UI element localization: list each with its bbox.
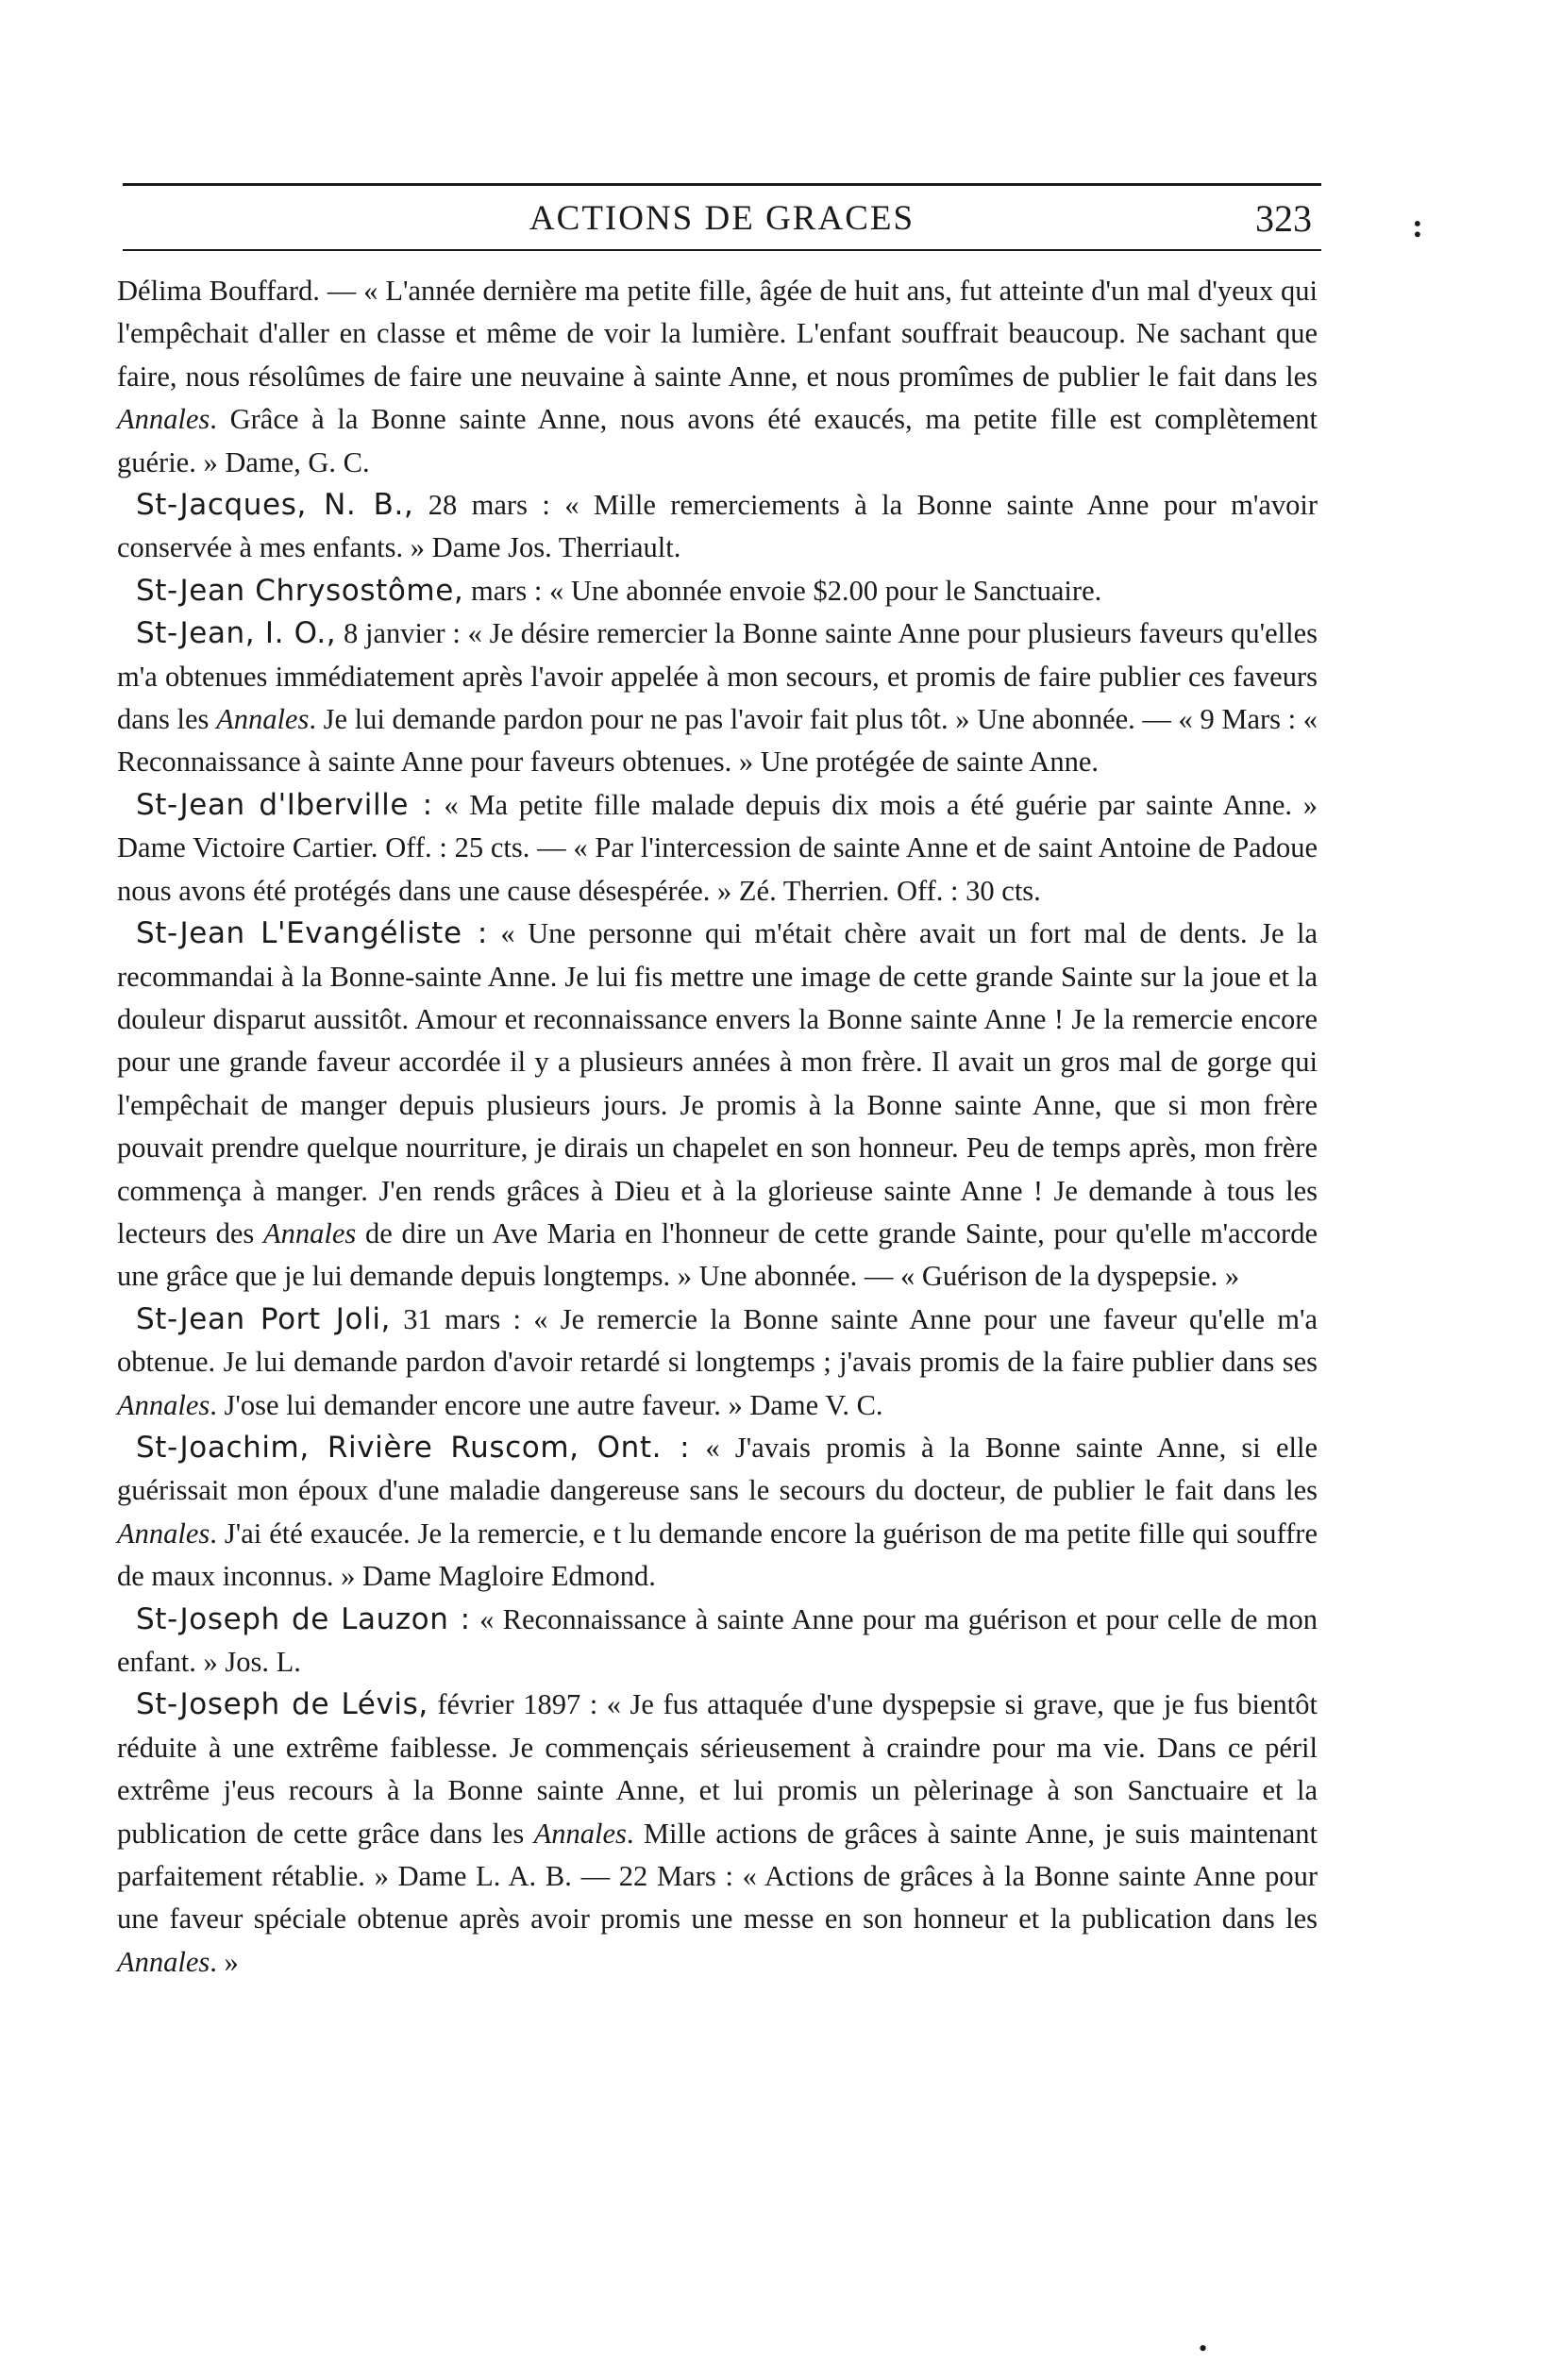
entry-place: St-Jacques, N. B., [136, 488, 414, 523]
margin-mark: : [1412, 207, 1423, 244]
entry-text: 8 janvier : « Je désire remercier la Bonne sainte Anne pour plusieurs faveurs qu'elles m'a obtenues immédiatement après l'avoir appelée à mon secours, et promis de faire publier ces faveurs dans les Annales. Je lui demande pardon pour ne pas l'avoir fait plus tôt. » Une abonnée. — « 9 Mars : « Reconnaissance à sainte Anne pour faveurs obtenues. » Une protégée de sainte Anne. [117, 617, 1318, 779]
entry-place: St-Jean, I. O., [136, 616, 337, 651]
page-header [123, 193, 1321, 245]
entry [117, 784, 1318, 913]
page-number: 323 [1255, 197, 1312, 240]
entry-text: « J'avais promis à la Bonne sainte Anne, si elle guérissait mon époux d'une maladie dangereuse sans le secours du docteur, de publier le fait dans les Annales. J'ai été exaucée. Je la remercie, e t lu demande encore la guérison de ma petite fille qui souffre de maux inconnus. » Dame Magloire Edmond. [117, 1431, 1318, 1593]
annales-title: Annales [117, 1945, 210, 1978]
entry-text: « Ma petite fille malade depuis dix mois a été guérie par sainte Anne. » Dame Victoire Cartier. Off. : 25 cts. — « Par l'intercession de sainte Anne et de saint Antoine de Padoue nous avons été protégés dans une cause désespérée. » Zé. Therrien. Off. : 30 cts. [117, 788, 1318, 907]
ink-speck: • [1199, 2335, 1208, 2362]
annales-title: Annales [117, 1388, 210, 1421]
entry-place: St-Jean L'Evangéliste : [136, 916, 488, 951]
entry-place: St-Jean d'Iberville : [136, 787, 433, 822]
entry-text: « Reconnaissance à sainte Anne pour ma guérison et pour celle de mon enfant. » Jos. L. [117, 1602, 1318, 1678]
entry-place: St-Joachim, Rivière Ruscom, Ont. : [136, 1430, 691, 1465]
entry [117, 612, 1318, 784]
entry-text: « Une personne qui m'était chère avait un fort mal de dents. Je la recommandai à la Bonne-sainte Anne. Je lui fis mettre une image de cette grande Sainte sur la joue et la douleur disparut aussitôt. Amour et reconnaissance envers la Bonne sainte Anne ! Je la remercie encore pour une grande faveur accordée il y a plusieurs années à mon frère. Il avait un gros mal de gorge qui l'empêchait de manger depuis plusieurs jours. Je promis à la Bonne sainte Anne, que si mon frère pouvait prendre quelque nourriture, je dirais un chapelet en son honneur. Peu de temps après, mon frère commença à manger. J'en rends grâces à Dieu et à la glorieuse sainte Anne ! Je demande à tous les lecteurs des Annales de dire un Ave Maria en l'honneur de cette grande Sainte, pour qu'elle m'accorde une grâce que je lui demande depuis longtemps. » Une abonnée. — « Guérison de la dyspepsie. » [117, 917, 1318, 1293]
header-rule-top [123, 183, 1321, 186]
running-head: ACTIONS DE GRACES [529, 199, 915, 238]
entry-text: mars : « Une abonnée envoie $2.00 pour le Sanctuaire. [463, 574, 1102, 607]
entry-text: 31 mars : « Je remercie la Bonne sainte Anne pour une faveur qu'elle m'a obtenue. Je lui demande pardon d'avoir retardé si longtemps ; j'avais promis de la faire publier dans ses Annales. J'ose lui demander encore une autre faveur. » Dame V. C. [117, 1302, 1318, 1421]
header-rule-bottom [123, 249, 1321, 251]
annales-title: Annales [216, 703, 310, 736]
entry-place: St-Jean Port Joli, [136, 1301, 391, 1336]
annales-title: Annales [533, 1817, 627, 1850]
entry [117, 484, 1318, 570]
entry [117, 1684, 1318, 1984]
entry [117, 270, 1318, 484]
body-text [117, 270, 1318, 1984]
entry-text: Délima Bouffard. — « L'année dernière ma petite fille, âgée de huit ans, fut atteinte d'un mal d'yeux qui l'empêchait d'aller en classe et même de voir la lumière. L'enfant souffrait beaucoup. Ne sachant que faire, nous résolûmes de faire une neuvaine à sainte Anne, et nous promîmes de publier le fait dans les Annales. Grâce à la Bonne sainte Anne, nous avons été exaucés, ma petite fille est complètement guérie. » Dame, G. C. [117, 275, 1318, 478]
entry [117, 913, 1318, 1299]
entry-text: 28 mars : « Mille remerciements à la Bonne sainte Anne pour m'avoir conservée à mes enfants. » Dame Jos. Therriault. [117, 489, 1318, 564]
entry [117, 1599, 1318, 1684]
annales-title: Annales [117, 403, 210, 436]
entry [117, 1427, 1318, 1599]
entry-place: St-Joseph de Lauzon : [136, 1601, 471, 1636]
entry [117, 1299, 1318, 1427]
entry-place: St-Joseph de Lévis, [136, 1687, 428, 1722]
entry-place: St-Jean Chrysostôme, [136, 573, 464, 608]
annales-title: Annales [117, 1517, 210, 1550]
entry [117, 570, 1318, 612]
annales-title: Annales [263, 1216, 357, 1249]
entry-text: février 1897 : « Je fus attaquée d'une dyspepsie si grave, que je fus bientôt réduite à une extrême faiblesse. Je commençais sérieusement à craindre pour ma vie. Dans ce péril extrême j'eus recours à la Bonne sainte Anne, et lui promis un pèlerinage à son Sanctuaire et la publication de cette grâce dans les Annales. Mille actions de grâces à sainte Anne, je suis maintenant parfaitement rétablie. » Dame L. A. B. — 22 Mars : « Actions de grâces à la Bonne sainte Anne pour une faveur spéciale obtenue après avoir promis une messe en son honneur et la publication dans les Annales. » [117, 1688, 1318, 1978]
